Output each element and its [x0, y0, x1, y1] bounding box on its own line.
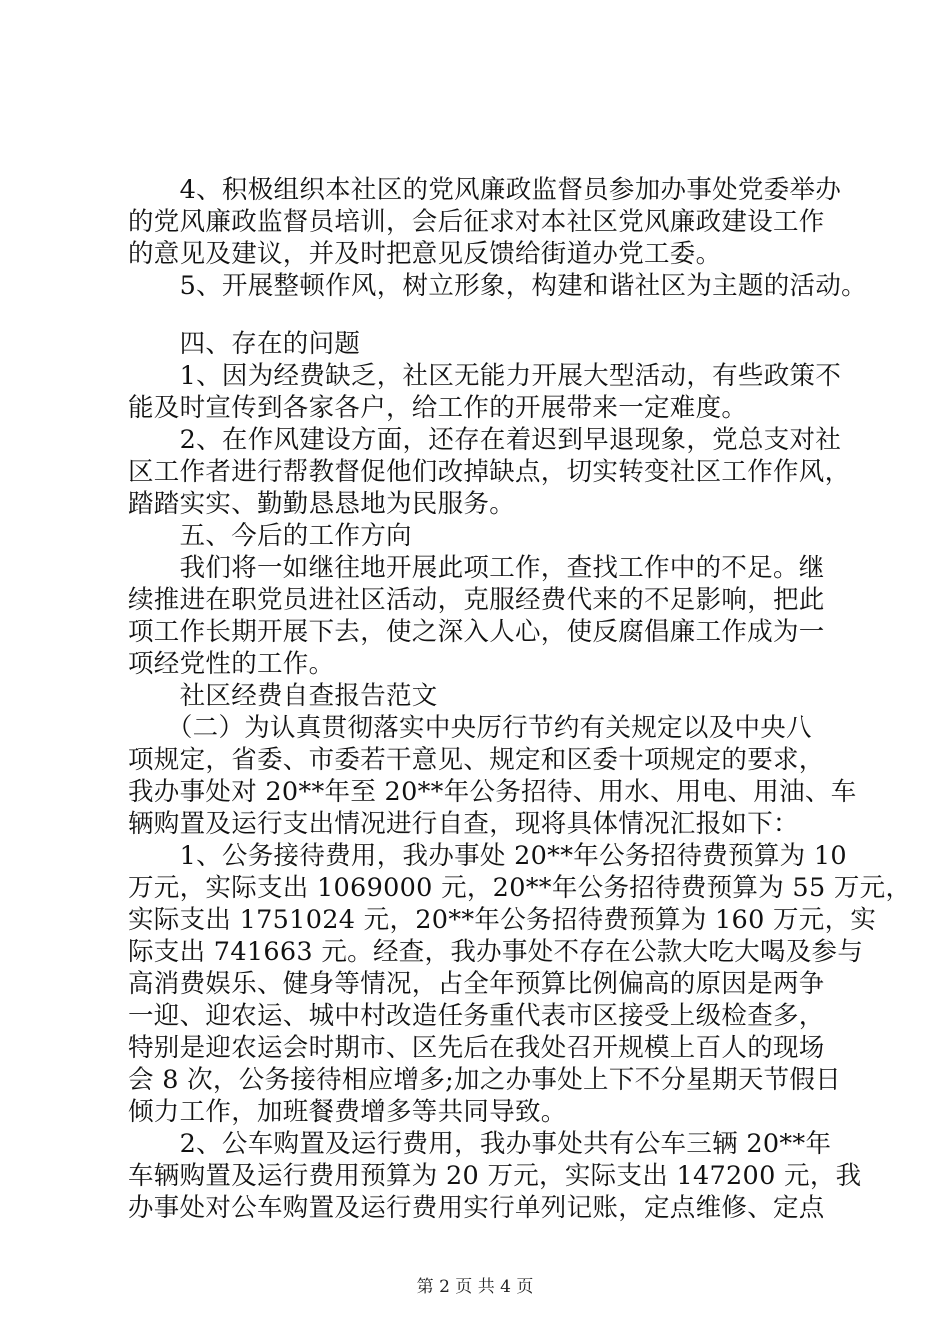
- text-line: 会 8 次，公务接待相应增多;加之办事处上下不分星期天节假日: [128, 1065, 842, 1095]
- text-line: 的意见及建议，并及时把意见反馈给街道办党工委。: [128, 239, 722, 269]
- text-line: 高消费娱乐、健身等情况，占全年预算比例偏高的原因是两争: [128, 969, 825, 999]
- text-line: 1、因为经费缺乏，社区无能力开展大型活动，有些政策不: [128, 361, 842, 391]
- text-line: 区工作者进行帮教督促他们改掉缺点，切实转变社区工作作风，: [128, 457, 851, 487]
- text-line: 踏踏实实、勤勤恳恳地为民服务。: [128, 489, 516, 519]
- document-subtitle: 社区经费自查报告范文: [128, 681, 438, 711]
- text-line: 特别是迎农运会时期市、区先后在我处召开规模上百人的现场: [128, 1033, 825, 1063]
- text-line: 续推进在职党员进社区活动，克服经费代来的不足影响，把此: [128, 585, 825, 615]
- text-line: 项工作长期开展下去，使之深入人心，使反腐倡廉工作成为一: [128, 617, 825, 647]
- text-line: 我办事处对 20**年至 20**年公务招待、用水、用电、用油、车: [128, 777, 857, 807]
- text-line: 能及时宣传到各家各户，给工作的开展带来一定难度。: [128, 393, 748, 423]
- section-heading: 四、存在的问题: [128, 329, 361, 359]
- text-line: 2、公车购置及运行费用，我办事处共有公车三辆 20**年: [128, 1129, 832, 1159]
- text-line: 倾力工作，加班餐费增多等共同导致。: [128, 1097, 567, 1127]
- text-line: 实际支出 1751024 元，20**年公务招待费预算为 160 万元，实: [128, 905, 877, 935]
- text-line: 2、在作风建设方面，还存在着迟到早退现象，党总支对社: [128, 425, 842, 455]
- text-line: 一迎、迎农运、城中村改造任务重代表市区接受上级检查多，: [128, 1001, 825, 1031]
- text-line: 万元，实际支出 1069000 元，20**年公务招待费预算为 55 万元，: [128, 873, 912, 903]
- page-number-footer: 第 2 页 共 4 页: [416, 1277, 534, 1297]
- text-line: 车辆购置及运行费用预算为 20 万元，实际支出 147200 元，我: [128, 1161, 862, 1191]
- text-line: 4、积极组织本社区的党风廉政监督员参加办事处党委举办: [128, 175, 842, 205]
- text-line: 辆购置及运行支出情况进行自查，现将具体情况汇报如下：: [128, 809, 799, 839]
- text-line: （二）为认真贯彻落实中央厉行节约有关规定以及中央八: [128, 713, 812, 743]
- text-line: 项经党性的工作。: [128, 649, 335, 679]
- text-line: 办事处对公车购置及运行费用实行单列记账，定点维修、定点: [128, 1193, 825, 1223]
- text-line: 1、公务接待费用，我办事处 20**年公务招待费预算为 10: [128, 841, 847, 871]
- text-line: 5、开展整顿作风，树立形象，构建和谐社区为主题的活动。: [128, 271, 867, 301]
- text-line: 的党风廉政监督员培训，会后征求对本社区党风廉政建设工作: [128, 207, 825, 237]
- text-line: 项规定，省委、市委若干意见、规定和区委十项规定的要求，: [128, 745, 825, 775]
- text-line: 我们将一如继往地开展此项工作，查找工作中的不足。继: [128, 553, 825, 583]
- section-heading: 五、今后的工作方向: [128, 521, 412, 551]
- text-line: 际支出 741663 元。经查，我办事处不存在公款大吃大喝及参与: [128, 937, 864, 967]
